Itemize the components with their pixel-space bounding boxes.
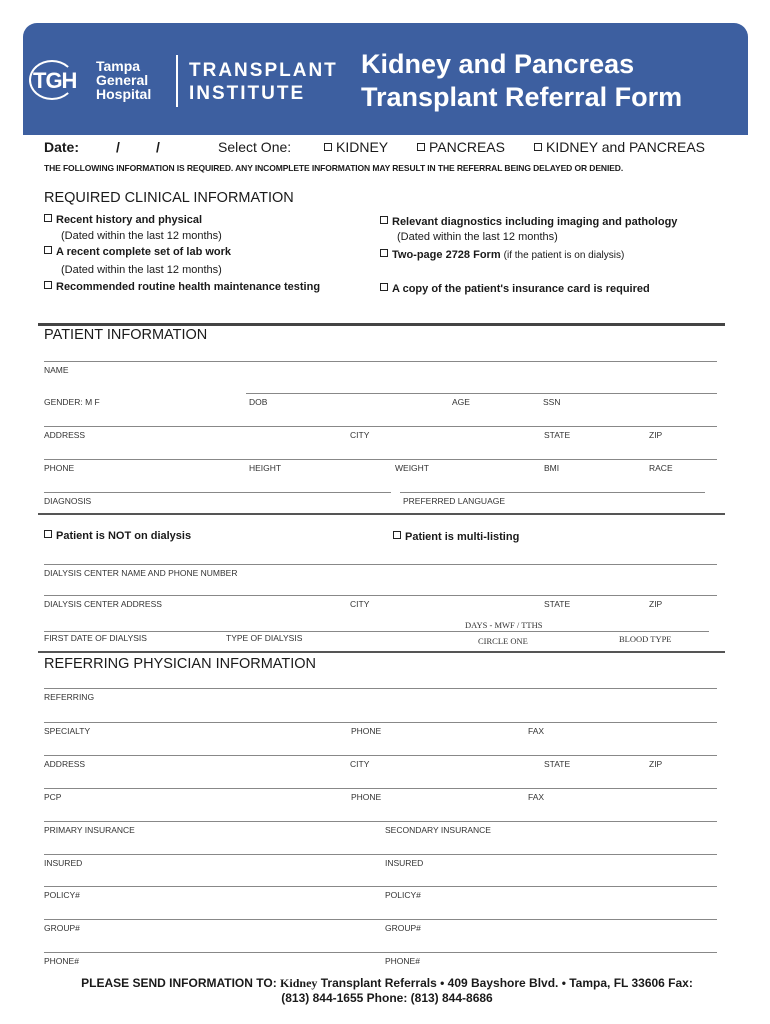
primary-insurance-label: PRIMARY INSURANCE [44,825,135,835]
insurance-line[interactable] [44,821,717,822]
language-line[interactable] [400,492,705,493]
institute-line1: TRANSPLANT [189,60,338,81]
multi-listing-option[interactable] [393,531,519,543]
physician-zip-label: ZIP [649,759,663,769]
dialysis-type-label: TYPE OF DIALYSIS [226,633,303,643]
insured-label-primary: INSURED [44,858,83,868]
group-label-primary: GROUP# [44,923,80,933]
option-pancreas-label: PANCREAS [429,139,505,155]
policy-label-secondary: POLICY# [385,890,421,900]
dob-label: DOB [249,397,268,407]
req-item-labs-note: (Dated within the last 12 months) [61,264,222,276]
physician-fax-label: FAX [528,726,545,736]
city-label: CITY [350,430,370,440]
physician-section-title: REFERRING PHYSICIAN INFORMATION [44,656,317,672]
option-pancreas[interactable] [417,139,505,155]
history-checkbox[interactable] [44,214,52,222]
institute-name [189,59,338,105]
not-on-dialysis-label: Patient is NOT on dialysis [56,530,192,542]
option-kidney-label: KIDNEY [336,139,389,155]
req-item-history[interactable] [44,214,202,226]
blood-type-label: BLOOD TYPE [619,634,672,644]
insured-line[interactable] [44,854,717,855]
address-line[interactable] [44,426,717,427]
age-label: AGE [452,397,470,407]
policy-line[interactable] [44,886,717,887]
not-on-dialysis-checkbox[interactable] [44,530,52,538]
footer-lead: PLEASE SEND INFORMATION TO: [81,976,277,990]
secondary-insurance-label: SECONDARY INSURANCE [385,825,491,835]
bmi-label: BMI [544,463,560,473]
req-item-insurance-label: A copy of the patient's insurance card is required [392,283,650,295]
phone-label-secondary: PHONE# [385,956,420,966]
form2728-checkbox[interactable] [380,249,388,257]
specialty-line[interactable] [44,722,717,723]
dob-line[interactable] [246,393,717,394]
multi-listing-checkbox[interactable] [393,531,401,539]
name-line[interactable] [44,361,717,362]
required-section-title: REQUIRED CLINICAL INFORMATION [44,190,294,206]
maintenance-checkbox[interactable] [44,281,52,289]
pcp-fax-label: FAX [528,792,545,802]
req-item-2728-note: (if the patient is on dialysis) [503,250,625,261]
insured-label-secondary: INSURED [385,858,424,868]
institute-line2: INSTITUTE [189,83,306,104]
date-slash-2: / [156,139,160,155]
footer-kidney-word: Kidney [280,976,318,990]
pcp-phone-label: PHONE [351,792,382,802]
referring-line[interactable] [44,688,717,689]
specialty-label: SPECIALTY [44,726,91,736]
language-label: PREFERRED LANGUAGE [403,496,506,506]
req-item-maintenance[interactable] [44,281,320,293]
logo-text: TGH [33,68,77,93]
req-item-diagnostics[interactable] [380,216,677,228]
group-line[interactable] [44,919,717,920]
group-label-secondary: GROUP# [385,923,421,933]
date-label: Date: [44,139,80,155]
req-item-2728[interactable] [380,249,624,261]
logo-ring-icon [29,60,75,100]
dialysis-first-date-line[interactable] [44,631,709,632]
multi-listing-label: Patient is multi-listing [405,531,520,543]
height-label: HEIGHT [249,463,282,473]
pcp-label: PCP [44,792,62,802]
required-notice: THE FOLLOWING INFORMATION IS REQUIRED. ANY INCOMPLETE INFORMATION MAY RESULT IN THE REFERRAL BEING DELAYED OR DENIED. [44,163,624,173]
phone-label: PHONE [44,463,75,473]
req-item-insurance[interactable] [380,283,650,295]
race-label: RACE [649,463,673,473]
option-kidney-pancreas-label: KIDNEY and PANCREAS [546,139,705,155]
hospital-name-line2: General [96,72,149,88]
dialysis-divider [38,651,725,653]
insurance-phone-line[interactable] [44,952,717,953]
form-title [361,48,682,114]
req-item-history-label: Recent history and physical [56,214,203,226]
phone-label-primary: PHONE# [44,956,79,966]
first-date-label: FIRST DATE OF DIALYSIS [44,633,147,643]
ssn-label: SSN [543,397,561,407]
diagnosis-label: DIAGNOSIS [44,496,92,506]
footer-line1 [44,976,730,991]
diagnosis-line[interactable] [44,492,391,493]
dialysis-center-label: DIALYSIS CENTER NAME AND PHONE NUMBER [44,568,238,578]
patient-divider [38,513,725,515]
physician-city-label: CITY [350,759,370,769]
zip-label: ZIP [649,430,663,440]
physician-phone-label: PHONE [351,726,382,736]
gender-label: GENDER: M F [44,397,100,407]
header-divider [176,55,178,107]
kidney-checkbox[interactable] [324,143,332,151]
option-kidney-pancreas[interactable] [534,139,705,155]
form-title-line2: Transplant Referral Form [361,82,683,112]
form-title-line1: Kidney and Pancreas [361,49,635,79]
req-item-diagnostics-label: Relevant diagnostics including imaging and pathology [392,216,678,228]
dialysis-address-line[interactable] [44,595,717,596]
tgh-logo [33,68,76,94]
footer-address: Transplant Referrals • 409 Bayshore Blvd. • Tampa, FL 33606 Fax: [320,976,693,990]
footer-send-info [44,976,730,1006]
req-item-labs[interactable] [44,246,231,258]
pancreas-checkbox[interactable] [417,143,425,151]
dialysis-state-label: STATE [544,599,571,609]
select-one-label: Select One: [218,139,292,155]
physician-state-label: STATE [544,759,571,769]
name-label: NAME [44,365,69,375]
physician-address-line[interactable] [44,755,717,756]
address-label: ADDRESS [44,430,86,440]
diagnostics-checkbox[interactable] [380,216,388,224]
hospital-name-line3: Hospital [96,86,152,102]
dialysis-city-label: CITY [350,599,370,609]
footer-line2: (813) 844-1655 Phone: (813) 844-8686 [281,991,493,1005]
req-item-maintenance-label: Recommended routine health maintenance testing [56,281,321,293]
physician-address-label: ADDRESS [44,759,86,769]
form-header [23,23,748,135]
circle-one-label: CIRCLE ONE [478,636,528,646]
req-item-history-note: (Dated within the last 12 months) [61,230,222,242]
patient-section-title: PATIENT INFORMATION [44,327,208,343]
phone-line[interactable] [44,459,717,460]
hospital-name [96,59,151,101]
req-item-labs-label: A recent complete set of lab work [56,246,232,258]
not-on-dialysis-option[interactable] [44,530,191,542]
dialysis-center-line[interactable] [44,564,717,565]
req-item-diagnostics-note: (Dated within the last 12 months) [397,231,558,243]
req-item-2728-label: Two-page 2728 Form [392,249,501,261]
policy-label-primary: POLICY# [44,890,80,900]
referring-label: REFERRING [44,692,95,702]
pcp-line[interactable] [44,788,717,789]
dialysis-address-label: DIALYSIS CENTER ADDRESS [44,599,162,609]
hospital-name-line1: Tampa [96,58,141,74]
state-label: STATE [544,430,571,440]
dialysis-days-label: DAYS - MWF / TTHS [465,620,543,630]
insurance-card-checkbox[interactable] [380,283,388,291]
section-divider [38,323,725,326]
kidney-pancreas-checkbox[interactable] [534,143,542,151]
date-slash-1: / [116,139,120,155]
option-kidney[interactable] [324,139,388,155]
dialysis-zip-label: ZIP [649,599,663,609]
labs-checkbox[interactable] [44,246,52,254]
weight-label: WEIGHT [395,463,429,473]
